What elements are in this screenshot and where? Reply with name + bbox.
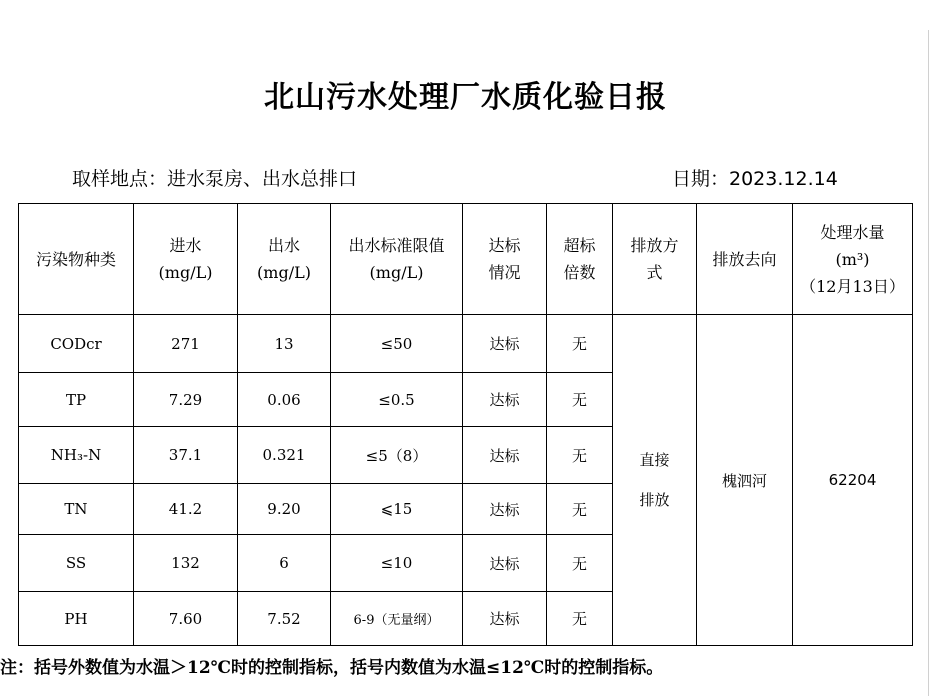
exceed-multiple: 无	[547, 315, 613, 373]
compliance-status: 达标	[463, 592, 547, 646]
compliance-status: 达标	[463, 315, 547, 373]
table-row	[19, 315, 913, 373]
outflow-value: 0.06	[238, 373, 331, 427]
header-volume: 处理水量 (m³) （12月13日）	[793, 204, 913, 315]
page-edge-line	[928, 30, 929, 696]
pollutant-name: PH	[19, 592, 134, 646]
header-method: 排放方 式	[613, 204, 697, 315]
header-outflow: 出水 (mg/L)	[238, 204, 331, 315]
pollutant-name: SS	[19, 535, 134, 592]
header-pollutant: 污染物种类	[19, 204, 134, 315]
inflow-value: 7.29	[134, 373, 238, 427]
header-limit: 出水标准限值 (mg/L)	[331, 204, 463, 315]
sampling-location: 取样地点：进水泵房、出水总排口	[72, 168, 358, 190]
exceed-multiple: 无	[547, 592, 613, 646]
inflow-value: 41.2	[134, 484, 238, 535]
outflow-value: 13	[238, 315, 331, 373]
compliance-status: 达标	[463, 373, 547, 427]
pollutant-name: TP	[19, 373, 134, 427]
header-exceed: 超标 倍数	[547, 204, 613, 315]
limit-value: ≤50	[331, 315, 463, 373]
report-title: 北山污水处理厂水质化验日报	[264, 80, 667, 115]
header-destination: 排放去向	[697, 204, 793, 315]
limit-value: ≤5（8）	[331, 427, 463, 484]
outflow-value: 7.52	[238, 592, 331, 646]
report-date: 日期：2023.12.14	[672, 168, 838, 190]
limit-value: ≤10	[331, 535, 463, 592]
discharge-destination: 槐泗河	[697, 315, 793, 646]
limit-value: ≤0.5	[331, 373, 463, 427]
table-header-row	[19, 204, 913, 315]
limit-value: ⩽15	[331, 484, 463, 535]
compliance-status: 达标	[463, 484, 547, 535]
inflow-value: 7.60	[134, 592, 238, 646]
inflow-value: 271	[134, 315, 238, 373]
header-compliance: 达标 情况	[463, 204, 547, 315]
footnote: 注：括号外数值为水温＞12℃时的控制指标，括号内数值为水温≤12℃时的控制指标。	[0, 658, 664, 678]
pollutant-name: CODcr	[19, 315, 134, 373]
inflow-value: 132	[134, 535, 238, 592]
compliance-status: 达标	[463, 535, 547, 592]
limit-value: 6-9（无量纲）	[331, 592, 463, 646]
outflow-value: 0.321	[238, 427, 331, 484]
exceed-multiple: 无	[547, 373, 613, 427]
compliance-status: 达标	[463, 427, 547, 484]
exceed-multiple: 无	[547, 427, 613, 484]
discharge-method	[613, 315, 697, 646]
pollutant-name: TN	[19, 484, 134, 535]
pollutant-name: NH₃-N	[19, 427, 134, 484]
treated-volume: 62204	[793, 315, 913, 646]
exceed-multiple: 无	[547, 535, 613, 592]
discharge-method-line2: 排放	[639, 491, 670, 509]
outflow-value: 6	[238, 535, 331, 592]
discharge-method-line1: 直接	[639, 451, 670, 469]
outflow-value: 9.20	[238, 484, 331, 535]
inflow-value: 37.1	[134, 427, 238, 484]
exceed-multiple: 无	[547, 484, 613, 535]
water-quality-table	[18, 203, 913, 646]
header-inflow: 进水 (mg/L)	[134, 204, 238, 315]
